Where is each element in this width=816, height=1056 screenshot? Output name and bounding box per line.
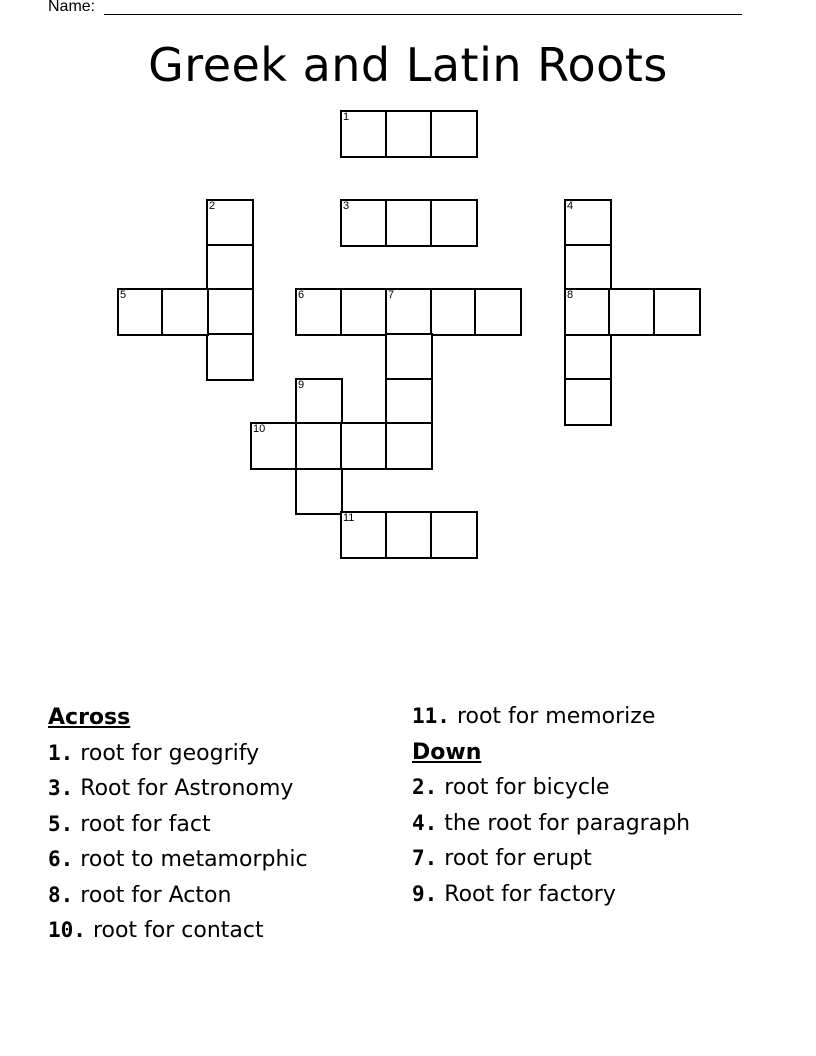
grid-cell[interactable] xyxy=(608,288,656,336)
grid-cell[interactable] xyxy=(250,422,298,470)
grid-cell[interactable] xyxy=(385,333,433,381)
grid-cell[interactable] xyxy=(206,288,254,336)
grid-cell[interactable] xyxy=(430,511,478,559)
grid-cell[interactable] xyxy=(430,199,478,247)
grid-cell[interactable] xyxy=(385,511,433,559)
clue-number-9: 9 xyxy=(298,379,305,391)
grid-cell[interactable] xyxy=(385,422,433,470)
clue-item: 1. root for geogrify xyxy=(48,740,260,766)
grid-cell[interactable] xyxy=(564,378,612,426)
grid-cell[interactable] xyxy=(340,511,388,559)
grid-cell[interactable] xyxy=(474,288,522,336)
name-label: Name: xyxy=(48,0,96,15)
grid-cell[interactable] xyxy=(340,110,388,158)
clue-item: 7. root for erupt xyxy=(412,846,592,871)
grid-cell[interactable] xyxy=(295,422,343,470)
grid-cell[interactable] xyxy=(430,288,478,336)
grid-cell[interactable] xyxy=(340,199,388,247)
down-heading: Down xyxy=(412,739,482,765)
grid-cell[interactable] xyxy=(385,288,433,336)
grid-cell[interactable] xyxy=(385,199,433,247)
grid-cell[interactable] xyxy=(117,288,165,336)
grid-cell[interactable] xyxy=(564,288,612,336)
clue-number-6: 6 xyxy=(298,289,305,301)
clue-number-3: 3 xyxy=(343,200,350,212)
page-title: Greek and Latin Roots xyxy=(148,38,668,92)
grid-cell[interactable] xyxy=(340,422,388,470)
grid-cell[interactable] xyxy=(206,199,254,247)
grid-cell[interactable] xyxy=(564,333,612,381)
grid-cell[interactable] xyxy=(564,244,612,292)
clue-item: 4. the root for paragraph xyxy=(412,810,691,836)
grid-cell[interactable] xyxy=(295,378,343,426)
grid-cell[interactable] xyxy=(206,244,254,292)
clue-item: 5. root for fact xyxy=(48,811,211,837)
clue-number-4: 4 xyxy=(567,200,574,212)
clue-item: 3. Root for Astronomy xyxy=(48,776,294,801)
grid-cell[interactable] xyxy=(161,288,209,336)
clue-item: 10. root for contact xyxy=(48,918,264,943)
clue-item: 6. root to metamorphic xyxy=(48,847,308,872)
clue-item: 2. root for bicycle xyxy=(412,775,610,800)
clues-right-column xyxy=(412,699,690,912)
grid-cell[interactable] xyxy=(385,378,433,426)
clue-number-11: 11 xyxy=(343,512,355,524)
clue-number-2: 2 xyxy=(209,200,216,212)
clue-item: 9. Root for factory xyxy=(412,881,616,907)
across-heading: Across xyxy=(48,705,131,730)
grid-cell[interactable] xyxy=(340,288,388,336)
grid-cell[interactable] xyxy=(385,110,433,158)
grid-cell[interactable] xyxy=(653,288,701,336)
grid-cell[interactable] xyxy=(295,288,343,336)
clue-number-7: 7 xyxy=(388,289,395,301)
clue-number-10: 10 xyxy=(253,423,266,435)
clue-item: 8. root for Acton xyxy=(48,882,232,908)
clues-left-column xyxy=(48,700,308,949)
grid-cell[interactable] xyxy=(295,467,343,515)
clue-number-8: 8 xyxy=(567,289,574,301)
grid-cell[interactable] xyxy=(564,199,612,247)
clue-item: 11. root for memorize xyxy=(412,704,656,729)
clue-number-5: 5 xyxy=(120,289,127,301)
grid-cell[interactable] xyxy=(430,110,478,158)
grid-cell[interactable] xyxy=(206,333,254,381)
clue-number-1: 1 xyxy=(343,111,350,123)
